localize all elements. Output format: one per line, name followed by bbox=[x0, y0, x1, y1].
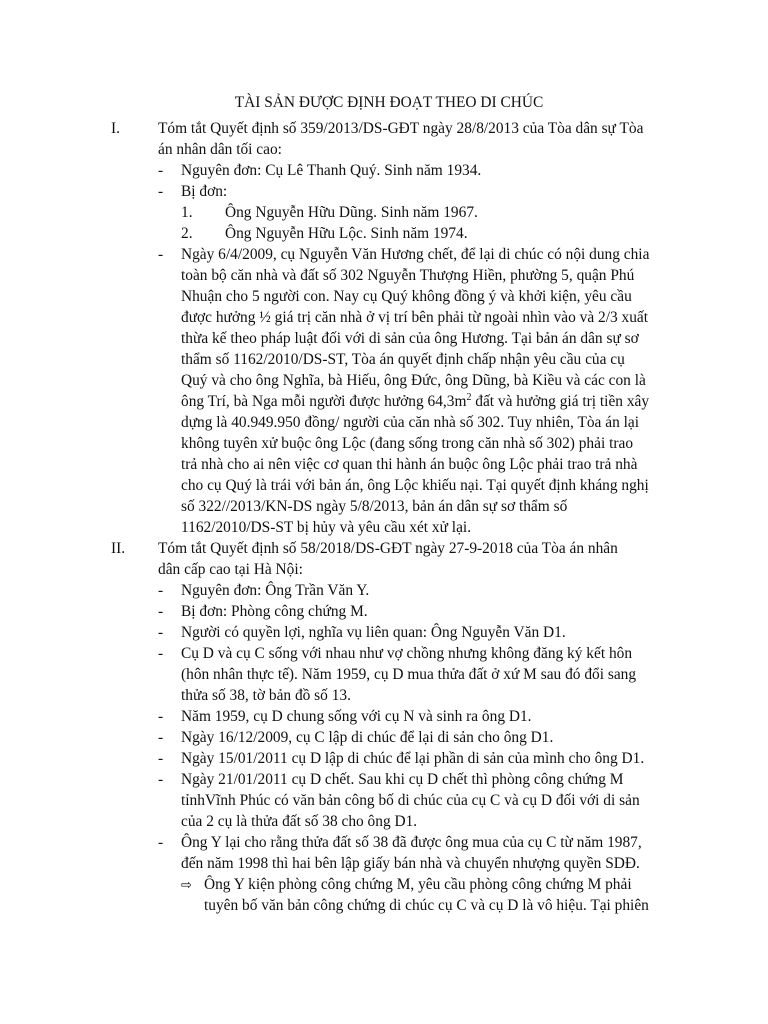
text-line: Năm 1959, cụ D chung sống với cụ N và sinh ra ông D1. bbox=[181, 708, 532, 725]
bullet-dash-icon: - bbox=[158, 645, 164, 662]
text-line: được hưởng ½ giá trị căn nhà ở vị trí bên phải từ ngoài nhìn vào và 2/3 xuất bbox=[181, 309, 649, 326]
superscript: 2 bbox=[466, 391, 472, 403]
heading-line: Tóm tắt Quyết định số 359/2013/DS-GĐT ngày 28/8/2013 của Tòa dân sự Tòa bbox=[158, 120, 644, 137]
list-item bbox=[112, 244, 678, 538]
text-line: Nhuận cho 5 người con. Nay cụ Quý không đồng ý và khởi kiện, yêu cầu bbox=[181, 288, 632, 305]
text-fragment: ông Trí, bà Nga mỗi người được hưởng 64,3m bbox=[181, 393, 467, 410]
text-line: Ngày 21/01/2011 cụ D chết. Sau khi cụ D chết thì phòng công chứng M bbox=[181, 771, 624, 788]
list-item-text bbox=[158, 706, 678, 727]
text-line: Ngày 16/12/2009, cụ C lập di chúc để lại di sản cho ông D1. bbox=[181, 729, 554, 746]
text-line: thừa kế theo pháp luật đối với di sản của ông Hương. Tại bản án dân sự sơ bbox=[181, 330, 639, 347]
plaintiff-text: Nguyên đơn: Cụ Lê Thanh Quý. Sinh năm 1934. bbox=[181, 162, 482, 179]
document-title: TÀI SẢN ĐƯỢC ĐỊNH ĐOẠT THEO DI CHÚC bbox=[234, 94, 544, 111]
bullet-dash-icon: - bbox=[158, 582, 164, 599]
list-item bbox=[112, 160, 678, 181]
section-heading bbox=[112, 118, 678, 160]
text-line: toàn bộ căn nhà và đất số 302 Nguyễn Thượng Hiền, phường 5, quận Phú bbox=[181, 267, 635, 284]
list-item bbox=[112, 748, 678, 769]
bullet-dash-icon: - bbox=[158, 750, 164, 767]
list-item-text bbox=[158, 748, 678, 769]
list-item-text bbox=[158, 622, 678, 643]
list-item-text bbox=[158, 727, 678, 748]
section-numeral: I. bbox=[111, 120, 120, 137]
list-item bbox=[112, 181, 678, 202]
list-item bbox=[112, 622, 678, 643]
text-line: (hôn nhân thực tế). Năm 1959, cụ D mua thửa đất ở xứ M sau đó đổi sang bbox=[181, 666, 637, 683]
text-line: thẩm số 1162/2010/DS-ST, Tòa án quyết định chấp nhận yêu cầu của cụ bbox=[181, 351, 625, 368]
text-line: thửa số 38, tờ bản đồ số 13. bbox=[181, 687, 351, 704]
list-item bbox=[112, 769, 678, 832]
text-line: Ông Y kiện phòng công chứng M, yêu cầu phòng công chứng M phải bbox=[204, 876, 632, 893]
heading-line: dân cấp cao tại Hà Nội: bbox=[158, 561, 303, 578]
bullet-dash-icon: - bbox=[158, 162, 164, 179]
bullet-dash-icon: - bbox=[158, 729, 164, 746]
section-2 bbox=[112, 538, 678, 916]
heading-line: Tóm tắt Quyết định số 58/2018/DS-GĐT ngày 27-9-2018 của Tòa án nhân bbox=[158, 540, 618, 557]
text-line: Ngày 15/01/2011 cụ D lập di chúc để lại phần di sản của mình cho ông D1. bbox=[181, 750, 645, 767]
numbered-item bbox=[112, 202, 678, 223]
defendant-text: Ông Nguyễn Hữu Dũng. Sinh năm 1967. bbox=[225, 204, 478, 221]
list-item bbox=[112, 706, 678, 727]
case-facts bbox=[158, 244, 678, 538]
list-item-text bbox=[158, 643, 678, 706]
bullet-dash-icon: - bbox=[158, 603, 164, 620]
defendant-text: Ông Nguyễn Hữu Lộc. Sinh năm 1974. bbox=[225, 225, 468, 242]
text-fragment: đất và hưởng giá trị tiền xây bbox=[471, 393, 650, 410]
text-line: Quý và cho ông Nghĩa, bà Hiếu, ông Đức, ông Dũng, bà Kiều và các con là bbox=[181, 372, 646, 389]
item-number: 2. bbox=[181, 225, 193, 242]
text-line: Nguyên đơn: Ông Trần Văn Y. bbox=[181, 582, 370, 599]
text-line: tỉnhVĩnh Phúc có văn bản công bố di chúc của cụ C và cụ D đối với di sản bbox=[181, 792, 640, 809]
list-item-text bbox=[158, 832, 678, 874]
text-line: đến năm 1998 thì hai bên lập giấy bán nhà và chuyển nhượng quyền SDĐ. bbox=[181, 855, 640, 872]
item-number: 1. bbox=[181, 204, 193, 221]
text-line bbox=[181, 391, 678, 412]
list-item bbox=[112, 832, 678, 874]
list-item-text bbox=[158, 601, 678, 622]
text-line: Người có quyền lợi, nghĩa vụ liên quan: Ông Nguyễn Văn D1. bbox=[181, 624, 566, 641]
list-item bbox=[112, 643, 678, 706]
section-numeral: II. bbox=[111, 540, 126, 557]
numbered-item bbox=[112, 223, 678, 244]
defendant-label: Bị đơn: bbox=[181, 183, 228, 200]
text-line: tuyên bố văn bản công chứng di chúc cụ C và cụ D là vô hiệu. Tại phiên bbox=[204, 897, 649, 914]
arrow-right-icon: ⇨ bbox=[181, 878, 192, 893]
text-line: Ngày 6/4/2009, cụ Nguyễn Văn Hương chết, để lại di chúc có nội dung chia bbox=[181, 246, 650, 263]
text-line: Ông Y lại cho rằng thửa đất số 38 đã được ông mua của cụ C từ năm 1987, bbox=[181, 834, 642, 851]
bullet-dash-icon: - bbox=[158, 771, 164, 788]
text-line: dựng là 40.949.950 đồng/ người của căn nhà số 302. Tuy nhiên, Tòa án lại bbox=[181, 414, 639, 431]
bullet-dash-icon: - bbox=[158, 246, 164, 263]
list-item-text bbox=[158, 769, 678, 832]
list-item bbox=[112, 601, 678, 622]
text-line: không tuyên xử buộc ông Lộc (đang sống trong căn nhà số 302) phải trao bbox=[181, 435, 634, 452]
text-line: trả nhà cho ai nên việc cơ quan thi hành án buộc ông Lộc phải trao trả nhà bbox=[181, 456, 638, 473]
section-heading bbox=[112, 538, 678, 580]
text-line: số 322//2013/KN-DS ngày 5/8/2013, bản án dân sự sơ thẩm số bbox=[181, 498, 568, 515]
arrow-item bbox=[112, 874, 678, 916]
bullet-dash-icon: - bbox=[158, 624, 164, 641]
text-line: Cụ D và cụ C sống với nhau như vợ chồng nhưng không đăng ký kết hôn bbox=[181, 645, 633, 662]
text-line: cho cụ Quý là trái với bản án, ông Lộc khiếu nại. Tại quyết định kháng nghị bbox=[181, 477, 649, 494]
text-line: 1162/2010/DS-ST bị hủy và yêu cầu xét xử lại. bbox=[181, 519, 472, 536]
list-item-text bbox=[158, 580, 678, 601]
list-item bbox=[112, 727, 678, 748]
bullet-dash-icon: - bbox=[158, 183, 164, 200]
list-item bbox=[112, 580, 678, 601]
section-1 bbox=[112, 118, 678, 538]
bullet-dash-icon: - bbox=[158, 834, 164, 851]
bullet-dash-icon: - bbox=[158, 708, 164, 725]
text-line: Bị đơn: Phòng công chứng M. bbox=[181, 603, 368, 620]
heading-line: án nhân dân tối cao: bbox=[158, 141, 282, 158]
text-line: của 2 cụ là thửa đất số 38 cho ông D1. bbox=[181, 813, 418, 830]
